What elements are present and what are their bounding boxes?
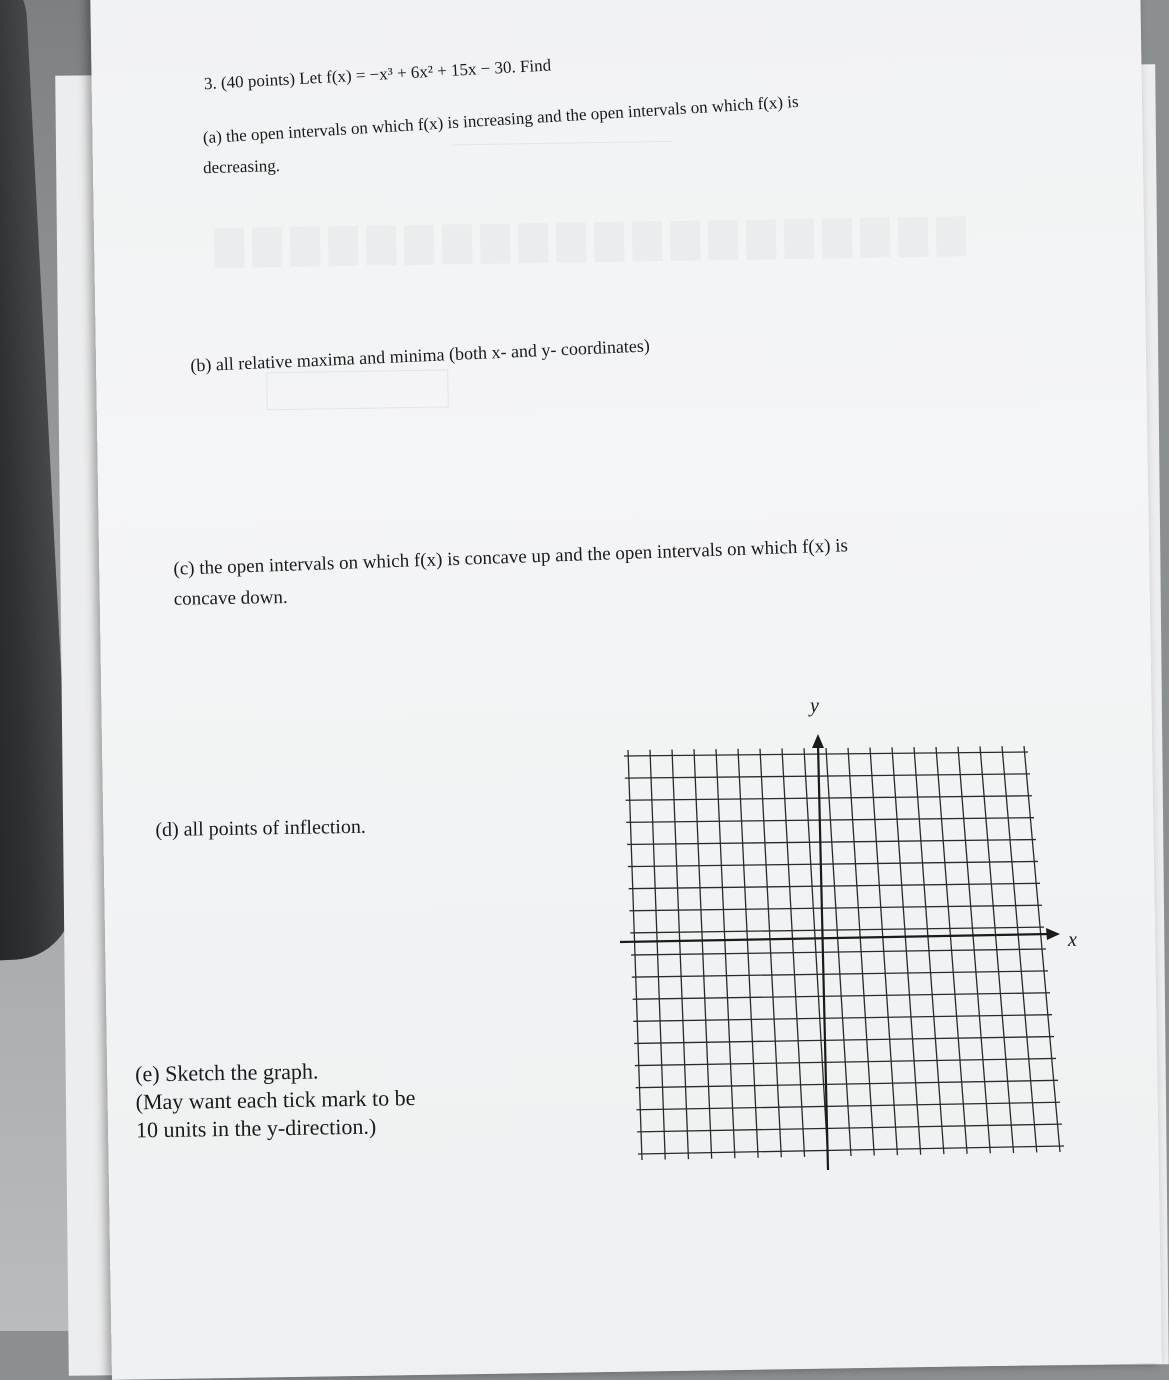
part-c-line-2: concave down.: [173, 586, 288, 610]
question-header: 3. (40 points) Let f(x) = −x³ + 6x² + 15x − 30. Find: [203, 55, 552, 94]
part-e-line-3: 10 units in the y-direction.): [135, 1113, 377, 1143]
part-e-line-2: (May want each tick mark to be: [135, 1085, 416, 1115]
bleed-through-mark: [266, 369, 449, 410]
y-axis-arrow-icon: [812, 734, 824, 748]
bleed-through-mark: [453, 141, 673, 159]
sketch-grid: [620, 695, 1080, 1180]
bleed-through-mark: [214, 216, 975, 268]
y-axis-label: y: [810, 695, 819, 717]
part-a-line-1: (a) the open intervals on which f(x) is increasing and the open intervals on which f(x) is: [202, 91, 800, 148]
x-axis-arrow-icon: [1046, 928, 1060, 940]
part-e-line-1: (e) Sketch the graph.: [134, 1058, 319, 1087]
part-a-line-2: decreasing.: [202, 155, 281, 178]
part-c-line-1: (c) the open intervals on which f(x) is concave up and the open intervals on which f(x) is: [173, 535, 849, 580]
part-d: (d) all points of inflection.: [155, 815, 367, 842]
part-b: (b) all relative maxima and minima (both x- and y- coordinates): [189, 335, 651, 376]
grid-lines: [624, 746, 1064, 1160]
x-axis-label: x: [1068, 929, 1077, 951]
